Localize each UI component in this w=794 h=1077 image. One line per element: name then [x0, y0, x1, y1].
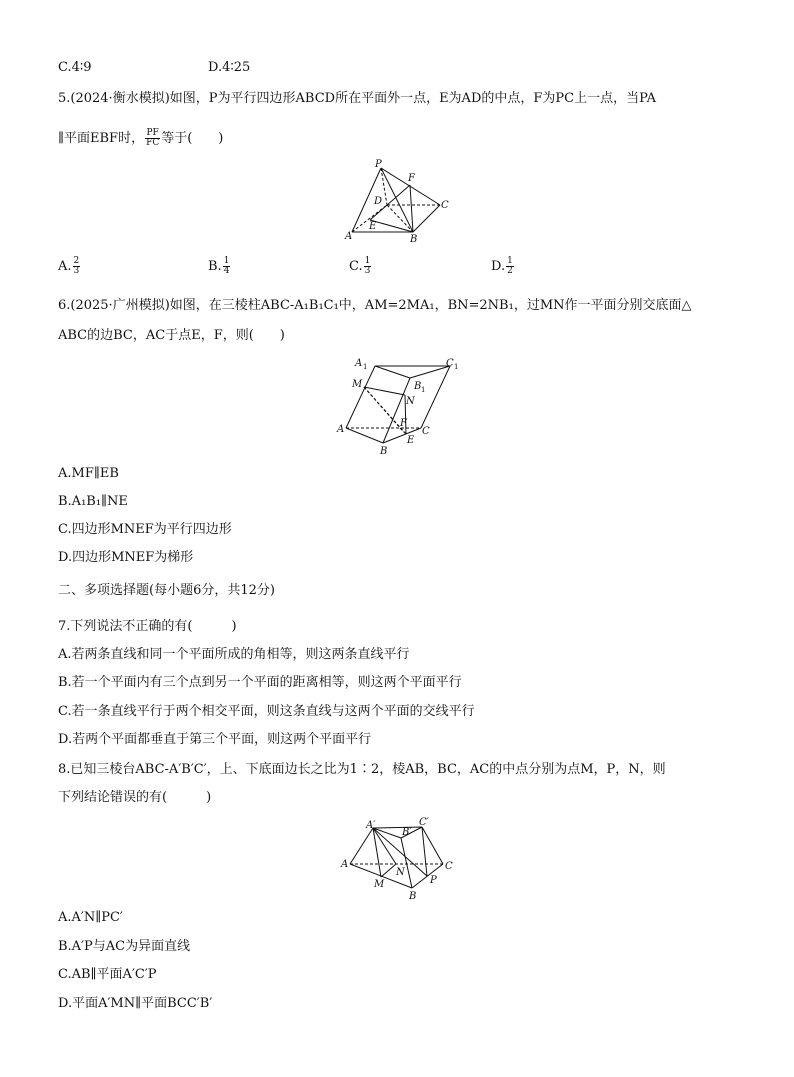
q8-label-a1: A′	[366, 820, 376, 831]
q6-option-a: A.MF∥EB	[58, 466, 119, 481]
q5-label-d: D	[374, 196, 383, 207]
q6-label-a1-sub: 1	[363, 363, 368, 371]
q5-option-d-prefix: D.	[491, 259, 506, 274]
q5-frac-den: FC	[146, 138, 160, 148]
q5-option-c-prefix: C.	[349, 259, 363, 274]
q6-label-c1-sub: 1	[454, 363, 459, 371]
q6-option-b: B.A₁B₁∥NE	[58, 494, 128, 509]
q5-option-c-num: 1	[364, 256, 371, 266]
q5-option-a-den: 3	[73, 266, 80, 276]
q7-option-b: B.若一个平面内有三个点到另一个平面的距离相等，则这两个平面平行	[58, 675, 462, 690]
q5-option-b-num: 1	[223, 256, 230, 266]
q8-label-n: N	[396, 867, 405, 878]
q5-label-p: P	[375, 159, 382, 170]
q6-label-c: C	[422, 426, 430, 437]
q5-option-c-den: 3	[364, 266, 371, 276]
q8-label-b: B	[409, 891, 417, 902]
q8-stem-line1: 8.已知三棱台ABC-A′B′C′，上、下底面边长之比为1∶2，棱AB，BC，AC的中点分别为点M，P，N，则	[58, 762, 666, 777]
q6-label-b1-sub: 1	[421, 386, 426, 394]
q5-stem-text-b: 等于( )	[161, 131, 224, 146]
q5-label-a: A	[345, 231, 353, 242]
q8-label-b1: B′	[402, 827, 412, 838]
q5-option-a-prefix: A.	[58, 259, 72, 274]
q6-option-c: C.四边形MNEF为平行四边形	[58, 522, 232, 537]
q6-label-n: N	[406, 396, 415, 407]
q8-label-p: P	[430, 875, 437, 886]
q6-label-b1: B	[414, 381, 422, 392]
q7-option-d: D.若两个平面都垂直于第三个平面，则这两个平面平行	[58, 732, 372, 747]
q5-label-c: C	[441, 200, 449, 211]
q6-label-m: M	[352, 379, 363, 390]
section-heading: 二、多项选择题(每小题6分，共12分)	[58, 583, 275, 598]
q5-option-b-prefix: B.	[208, 259, 222, 274]
q6-label-a1: A	[355, 358, 363, 369]
q8-label-a: A	[341, 859, 349, 870]
q5-label-f: F	[408, 173, 415, 184]
q5-stem-text-a: ∥平面EBF时，	[58, 131, 145, 146]
q8-label-c1: C′	[419, 817, 429, 828]
q8-label-c: C	[445, 861, 453, 872]
q7-option-a: A.若两条直线和同一个平面所成的角相等，则这两条直线平行	[58, 647, 410, 662]
option-d-prev: D.4∶25	[208, 60, 251, 75]
q6-label-e: E	[407, 435, 415, 446]
q5-frac-num: PF	[146, 128, 159, 138]
q8-label-m: M	[374, 879, 385, 890]
q8-option-a: A.A′N∥PC′	[58, 910, 123, 925]
q5-option-d-num: 1	[507, 256, 513, 266]
q6-label-b: B	[380, 446, 388, 457]
q6-option-d: D.四边形MNEF为梯形	[58, 550, 194, 565]
option-c-prev: C.4∶9	[58, 60, 92, 75]
q8-option-b: B.A′P与AC为异面直线	[58, 939, 191, 954]
q5-stem-line1: 5.(2024·衡水模拟)如图，P为平行四边形ABCD所在平面外一点，E为AD的中点，F为PC上一点，当PA	[58, 91, 657, 106]
q6-label-a: A	[337, 424, 345, 435]
q8-option-c: C.AB∥平面A′C′P	[58, 967, 157, 982]
q5-option-a-num: 2	[73, 256, 80, 266]
q6-stem-line1: 6.(2025·广州模拟)如图，在三棱柱ABC-A₁B₁C₁中，AM=2MA₁，BN=2NB₁，过MN作一平面分别交底面△	[58, 298, 692, 313]
q5-label-e: E	[369, 221, 377, 232]
q5-option-b-den: 4	[223, 266, 230, 276]
q7-option-c: C.若一条直线平行于两个相交平面，则这条直线与这两个平面的交线平行	[58, 704, 475, 719]
q5-option-d-den: 2	[507, 266, 513, 276]
q8-option-d: D.平面A′MN∥平面BCC′B′	[58, 996, 213, 1011]
q6-stem-line2: ABC的边BC，AC于点E，F，则( )	[58, 328, 285, 343]
q6-label-c1: C	[446, 358, 454, 369]
q5-label-b: B	[410, 234, 418, 245]
q7-stem: 7.下列说法不正确的有( )	[58, 619, 237, 634]
q8-stem-line2: 下列结论错误的有( )	[58, 790, 212, 805]
q6-label-f: F	[400, 418, 407, 429]
